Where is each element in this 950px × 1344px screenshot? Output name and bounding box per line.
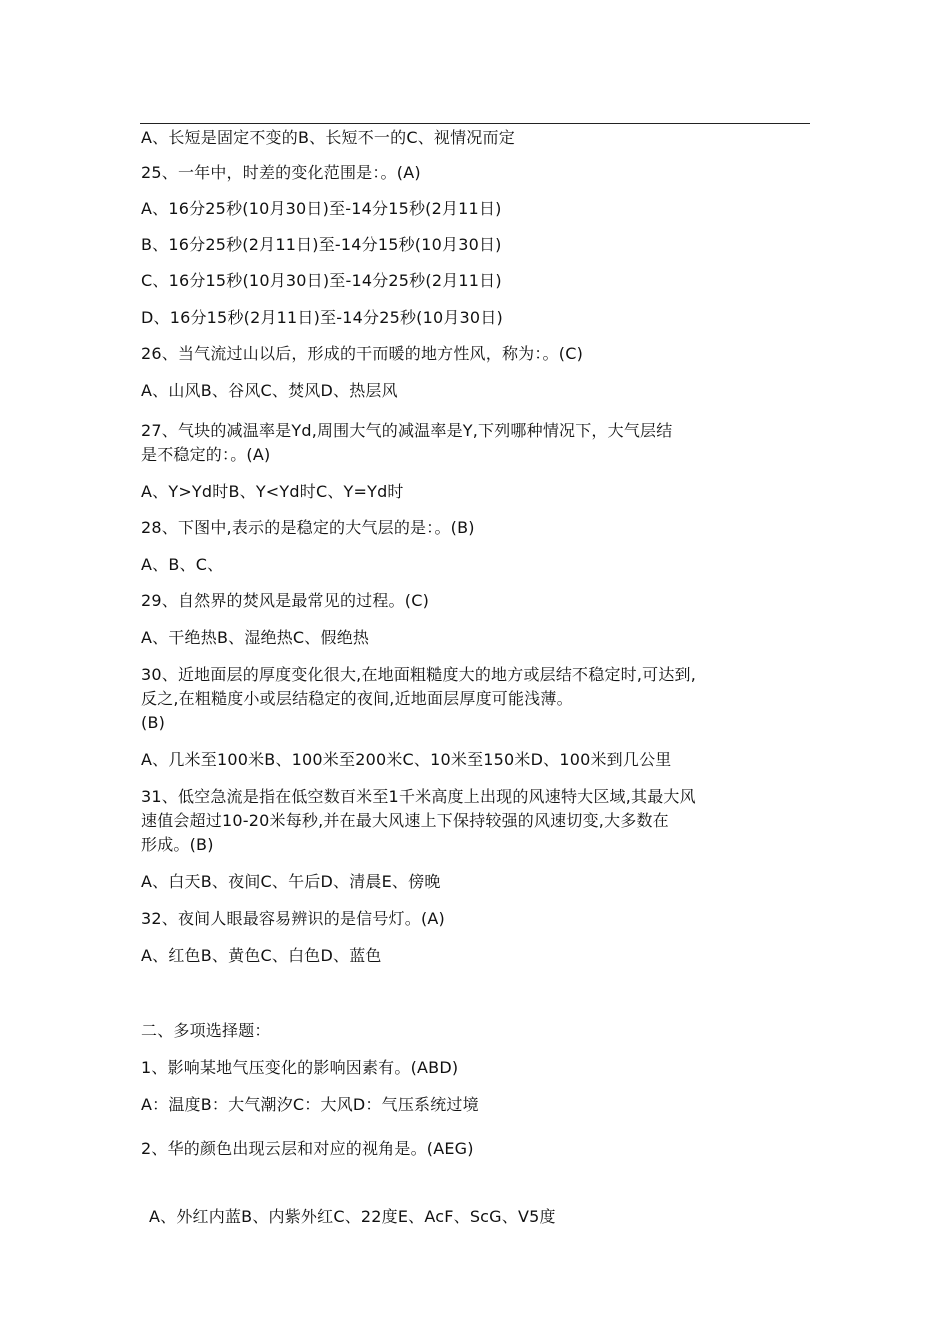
q30-question-line1: 30、近地面层的厚度变化很大,在地面粗糙度大的地方或层结不稳定时,可达到, bbox=[141, 665, 697, 684]
m1-question: 1、影响某地气压变化的影响因素有。(ABD) bbox=[141, 1058, 459, 1077]
q32-options: A、红色B、黄色C、白色D、蓝色 bbox=[141, 946, 382, 965]
q29-question: 29、自然界的焚风是最常见的过程。(C) bbox=[141, 591, 430, 610]
q25-option-a: A、16分25秒(10月30日)至-14分15秒(2月11日) bbox=[141, 199, 502, 218]
q31-question-line3: 形成。(B) bbox=[141, 835, 214, 854]
q25-option-b: B、16分25秒(2月11日)至-14分15秒(10月30日) bbox=[141, 235, 502, 254]
m1-options: A：温度B：大气潮汐C：大风D：气压系统过境 bbox=[141, 1095, 479, 1114]
header-rule bbox=[140, 123, 810, 124]
q27-options: A、Y>Yd时B、Y<Yd时C、Y=Yd时 bbox=[141, 482, 404, 501]
q31-question-line2: 速值会超过10-20米每秒,并在最大风速上下保持较强的风速切变,大多数在 bbox=[141, 811, 669, 830]
q28-question: 28、下图中,表示的是稳定的大气层的是：。(B) bbox=[141, 518, 475, 537]
q26-question: 26、当气流过山以后，形成的干而暖的地方性风，称为：。(C) bbox=[141, 344, 584, 363]
q25-option-d: D、16分15秒(2月11日)至-14分25秒(10月30日) bbox=[141, 308, 503, 327]
q29-options: A、干绝热B、湿绝热C、假绝热 bbox=[141, 628, 370, 647]
q28-options: A、B、C、 bbox=[141, 555, 224, 574]
q27-question-line1: 27、气块的减温率是Yd,周围大气的减温率是Y,下列哪种情况下，大气层结 bbox=[141, 421, 673, 440]
m2-options: A、外红内蓝B、内紫外红C、22度E、AcF、ScG、V5度 bbox=[149, 1207, 556, 1226]
q31-question-line1: 31、低空急流是指在低空数百米至1千米高度上出现的风速特大区域,其最大风 bbox=[141, 787, 696, 806]
q26-options: A、山风B、谷风C、焚风D、热层风 bbox=[141, 381, 398, 400]
q24-options: A、长短是固定不变的B、长短不一的C、视情况而定 bbox=[141, 128, 515, 147]
q30-options: A、几米至100米B、100米至200米C、10米至150米D、100米到几公里 bbox=[141, 750, 672, 769]
m2-question: 2、华的颜色出现云层和对应的视角是。(AEG) bbox=[141, 1139, 474, 1158]
q25-option-c: C、16分15秒(10月30日)至-14分25秒(2月11日) bbox=[141, 271, 502, 290]
q31-options: A、白天B、夜间C、午后D、清晨E、傍晚 bbox=[141, 872, 441, 891]
q30-answer: (B) bbox=[141, 713, 166, 732]
section-heading-multiple-choice: 二、多项选择题： bbox=[141, 1021, 271, 1040]
q27-question-line2: 是不稳定的：。(A) bbox=[141, 445, 271, 464]
q30-question-line2: 反之,在粗糙度小或层结稳定的夜间,近地面层厚度可能浅薄。 bbox=[141, 689, 573, 708]
q32-question: 32、夜间人眼最容易辨识的是信号灯。(A) bbox=[141, 909, 445, 928]
q25-question: 25、一年中，时差的变化范围是：。(A) bbox=[141, 163, 421, 182]
